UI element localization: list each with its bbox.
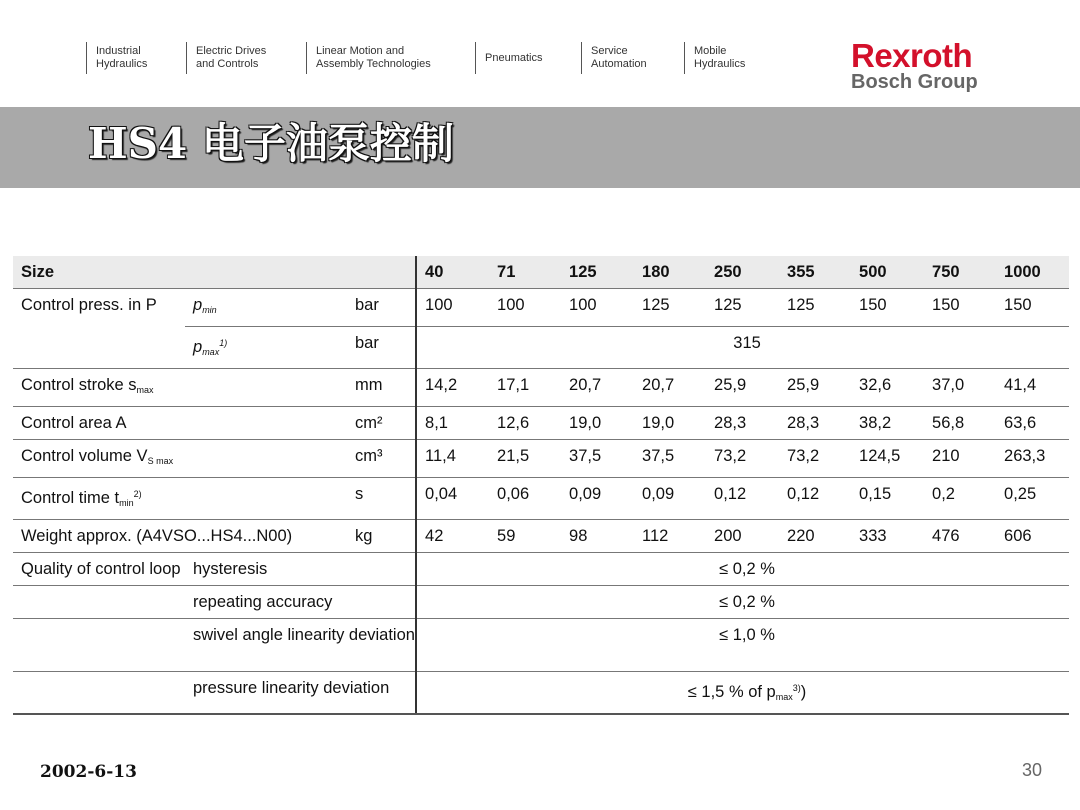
pmin-value: 100 xyxy=(489,289,561,327)
size-cell: 71 xyxy=(489,256,561,289)
control-time-row xyxy=(13,478,1069,520)
size-cell: 750 xyxy=(924,256,996,289)
pmax-row xyxy=(13,327,1069,369)
row-value: 220 xyxy=(779,520,851,553)
row-value: 42 xyxy=(416,520,489,553)
quality-item-value: ≤ 0,2 % xyxy=(416,586,1069,619)
row-unit: s xyxy=(347,478,416,520)
pmin-value: 125 xyxy=(634,289,706,327)
row-value: 28,3 xyxy=(706,407,779,440)
row-value: 73,2 xyxy=(779,440,851,478)
pmin-value: 125 xyxy=(779,289,851,327)
header-row xyxy=(13,256,1069,289)
row-value: 0,15 xyxy=(851,478,924,520)
row-label: Control volume $V_{S max}$ xyxy=(13,440,347,478)
row-value: 21,5 xyxy=(489,440,561,478)
row-unit: kg xyxy=(347,520,416,553)
row-label: Control area A xyxy=(13,407,347,440)
control-stroke-row xyxy=(13,369,1069,407)
row-unit: cm³ xyxy=(347,440,416,478)
repeating-accuracy-row xyxy=(13,586,1069,619)
nav-mobile-hydraulics[interactable]: Mobile Hydraulics xyxy=(684,42,745,74)
empty-cell xyxy=(13,327,185,369)
size-cell: 355 xyxy=(779,256,851,289)
row-value: 124,5 xyxy=(851,440,924,478)
control-volume-row xyxy=(13,440,1069,478)
row-value: 20,7 xyxy=(634,369,706,407)
row-value: 112 xyxy=(634,520,706,553)
size-cell: 40 xyxy=(416,256,489,289)
size-cell: 250 xyxy=(706,256,779,289)
quality-item-label: pressure linearity deviation xyxy=(185,672,416,715)
row-value: 41,4 xyxy=(996,369,1069,407)
row-value: 73,2 xyxy=(706,440,779,478)
empty-cell xyxy=(13,619,185,672)
row-unit: mm xyxy=(347,369,416,407)
pmin-value: 100 xyxy=(561,289,634,327)
quality-item-label: swivel angle linearity deviation xyxy=(185,619,416,672)
row-label: Weight approx. (A4VSO...HS4...N00) xyxy=(13,520,347,553)
row-label: Control time $t_{min}^{2)}$ xyxy=(13,478,347,520)
swivel-angle-row xyxy=(13,619,1069,672)
row-value: 476 xyxy=(924,520,996,553)
row-value: 19,0 xyxy=(561,407,634,440)
row-value: 0,09 xyxy=(634,478,706,520)
quality-label: Quality of control loop xyxy=(13,553,185,586)
row-value: 11,4 xyxy=(416,440,489,478)
brand-name: Rexroth xyxy=(851,37,973,74)
row-value: 263,3 xyxy=(996,440,1069,478)
row-label: Control stroke $s_{max}$ xyxy=(13,369,347,407)
nav-linear-motion[interactable]: Linear Motion and Assembly Technologies xyxy=(306,42,431,74)
row-value: 12,6 xyxy=(489,407,561,440)
weight-row xyxy=(13,520,1069,553)
control-area-row xyxy=(13,407,1069,440)
row-value: 333 xyxy=(851,520,924,553)
row-value: 25,9 xyxy=(706,369,779,407)
row-value: 38,2 xyxy=(851,407,924,440)
control-press-label: Control press. in P xyxy=(21,296,157,314)
nav-electric-drives[interactable]: Electric Drives and Controls xyxy=(186,42,266,74)
row-value: 0,06 xyxy=(489,478,561,520)
pmin-value: 150 xyxy=(996,289,1069,327)
nav-industrial-hydraulics[interactable]: Industrial Hydraulics xyxy=(86,42,147,74)
row-value: 63,6 xyxy=(996,407,1069,440)
quality-item-value: ≤ 1,5 % of $p_{max}^{3)}$) xyxy=(416,672,1069,715)
row-value: 0,09 xyxy=(561,478,634,520)
row-value: 0,2 xyxy=(924,478,996,520)
brand-logo xyxy=(851,38,978,93)
row-value: 98 xyxy=(561,520,634,553)
pmin-value: 100 xyxy=(416,289,489,327)
row-value: 14,2 xyxy=(416,369,489,407)
row-value: 37,5 xyxy=(634,440,706,478)
row-value: 0,12 xyxy=(779,478,851,520)
size-cell: 180 xyxy=(634,256,706,289)
pmax-value: 315 xyxy=(416,327,1069,369)
row-value: 32,6 xyxy=(851,369,924,407)
pmax-symbol: $p_{max}^{1)}$ xyxy=(185,327,347,369)
quality-item-value: ≤ 0,2 % xyxy=(416,553,1069,586)
row-unit: cm² xyxy=(347,407,416,440)
row-value: 0,12 xyxy=(706,478,779,520)
row-value: 210 xyxy=(924,440,996,478)
pmin-value: 125 xyxy=(706,289,779,327)
row-value: 19,0 xyxy=(634,407,706,440)
quality-item-label: repeating accuracy xyxy=(185,586,416,619)
size-cell: 125 xyxy=(561,256,634,289)
header-size-label: Size xyxy=(13,256,416,289)
row-value: 20,7 xyxy=(561,369,634,407)
nav-pneumatics[interactable]: Pneumatics xyxy=(475,42,542,74)
quality-item-value: ≤ 1,0 % xyxy=(416,619,1069,672)
empty-cell xyxy=(13,586,185,619)
slide-title: HS4 电子油泵控制 xyxy=(88,119,454,168)
spec-table xyxy=(13,256,1069,715)
pmax-unit: bar xyxy=(347,327,416,369)
hysteresis-row xyxy=(13,553,1069,586)
size-cell: 1000 xyxy=(996,256,1069,289)
row-value: 37,0 xyxy=(924,369,996,407)
pmin-row xyxy=(13,289,1069,327)
row-value: 0,25 xyxy=(996,478,1069,520)
pmin-unit: bar xyxy=(347,289,416,327)
row-value: 37,5 xyxy=(561,440,634,478)
pmin-value: 150 xyxy=(851,289,924,327)
pressure-linearity-row xyxy=(13,672,1069,715)
pmin-symbol: $p_{min}$ xyxy=(185,289,347,327)
brand-sub: Bosch Group xyxy=(851,71,978,93)
row-value: 17,1 xyxy=(489,369,561,407)
row-value: 8,1 xyxy=(416,407,489,440)
row-value: 28,3 xyxy=(779,407,851,440)
quality-item-label: hysteresis xyxy=(185,553,416,586)
row-value: 606 xyxy=(996,520,1069,553)
footer-date: 2002-6-13 xyxy=(40,762,137,782)
row-value: 25,9 xyxy=(779,369,851,407)
page-number: 30 xyxy=(1022,760,1043,780)
size-cell: 500 xyxy=(851,256,924,289)
empty-cell xyxy=(13,672,185,715)
row-value: 59 xyxy=(489,520,561,553)
pmin-value: 150 xyxy=(924,289,996,327)
row-value: 0,04 xyxy=(416,478,489,520)
row-value: 56,8 xyxy=(924,407,996,440)
row-value: 200 xyxy=(706,520,779,553)
nav-service-automation[interactable]: Service Automation xyxy=(581,42,647,74)
